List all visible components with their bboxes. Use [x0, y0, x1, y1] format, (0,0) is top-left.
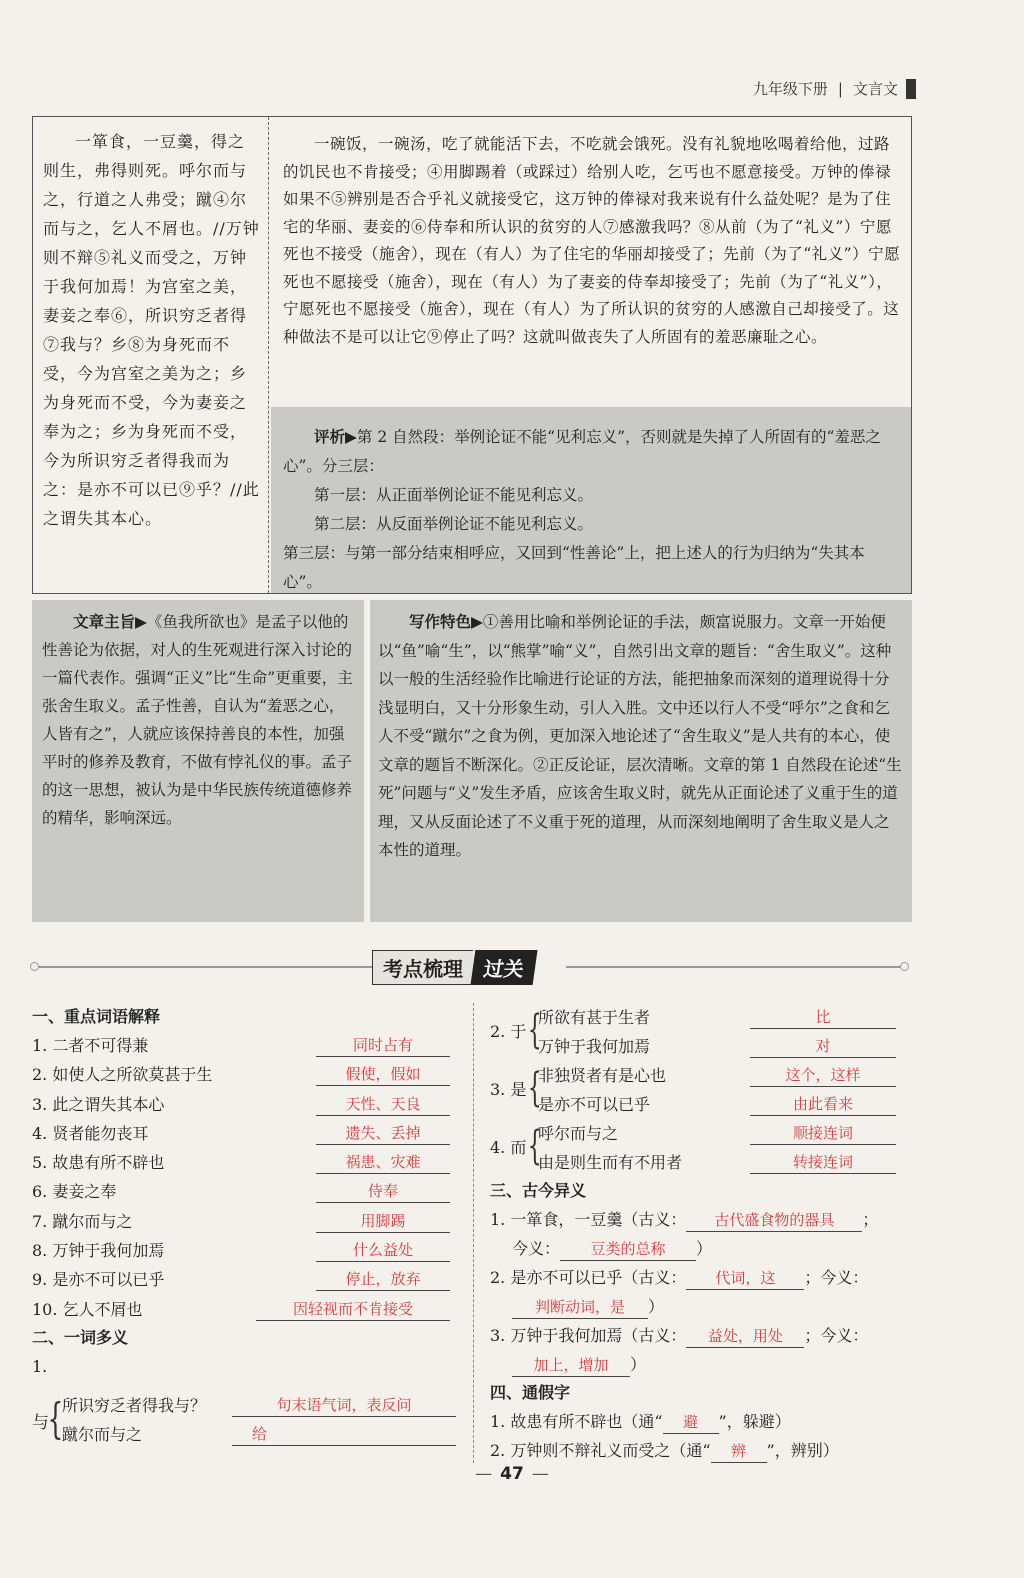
analysis-label: 评析▶ [314, 428, 357, 446]
p3-l1: 非独贤者有是心也 [538, 1066, 667, 1085]
analysis-line-1: 第 2 自然段：举例论证不能“见利忘义”，否则就是失掉了人所固有的“羞恶之心”。分三层： [283, 428, 881, 475]
s4-close-1: ） [774, 1412, 791, 1431]
polysemy-yu-char: 与 [32, 1413, 49, 1434]
banner-badge: 过关 [471, 950, 538, 985]
s3-i2-modern: 判断动词，是 [512, 1296, 648, 1319]
s3-close-3: ） [630, 1355, 647, 1374]
s1-q8: 8. 万钟于我何加焉 [32, 1241, 165, 1261]
p4-a1: 顺接连词 [750, 1122, 896, 1145]
brace-icon: { [527, 1065, 542, 1111]
column-divider [473, 1003, 474, 1463]
s1-q2: 2. 如使人之所欲莫甚于生 [32, 1065, 213, 1085]
s2-num: 1. [32, 1356, 48, 1376]
s2-a2: 给 [232, 1423, 456, 1446]
s3-i1-ancient: 古代盛食物的器具 [686, 1209, 862, 1232]
section3-title: 三、古今异义 [490, 1181, 587, 1200]
s1-a9: 停止，放弃 [316, 1268, 450, 1291]
s4-close-2: ） [822, 1441, 839, 1460]
polysemy-er [490, 1119, 910, 1177]
translation-panel [271, 117, 911, 407]
banner-title: 考点梳理 [372, 950, 473, 985]
brace-icon: { [47, 1394, 64, 1444]
polysemy-yu [32, 1391, 462, 1451]
translation-text: 一碗饭，一碗汤，吃了就能活下去，不吃就会饿死。没有礼貌地吆喝着给他，过路的饥民也不肯接受；④用脚踢着（或踩过）给别人吃，乞丐也不愿意接受。万钟的俸禄如果不⑤辨别是否合乎礼义就接受它，这万钟的俸禄对我来说有什么益处呢？是为了住宅的华丽、妻妾的⑥侍奉和所认识的贫穷的人⑦感激我吗？⑧从前（为了“礼义”）宁愿死也不接受（施舍），现在（有人）为了住宅的华丽却接受了；先前（为了“礼义”）宁愿死也不愿接受（施舍），现在（有人）为了妻妾的侍奉却接受了；先前（为了“礼义”），宁愿死也不愿接受（施舍），现在（有人）为了所认识的贫穷的人感激自己却接受了。这种做法不是可以让它⑨停止了吗？这就叫做丧失了人所固有的羞恶廉耻之心。 [283, 135, 901, 346]
exercise-right-column [490, 1003, 910, 1465]
s4-i2-ans: 辨 [711, 1440, 767, 1463]
s1-q5: 5. 故患有所不辟也 [32, 1153, 165, 1173]
s1-a7: 用脚踢 [316, 1210, 450, 1233]
s2-l1: 所识穷乏者得我与？ [62, 1396, 207, 1416]
banner-right-dot [900, 962, 909, 971]
s3-i2-modern-label: ；今义： [804, 1268, 869, 1287]
original-text-panel [33, 117, 269, 593]
s1-a8: 什么益处 [316, 1239, 450, 1262]
s2-l2: 蹴尔而与之 [62, 1425, 143, 1445]
analysis-line-3: 第二层：从反面举例论证不能见利忘义。 [314, 515, 594, 533]
grade-label: 九年级下册 [752, 80, 828, 98]
s1-a5: 祸患、灾难 [316, 1151, 450, 1174]
section1-title: 一、重点词语解释 [32, 1007, 161, 1026]
brace-icon: { [527, 1123, 542, 1169]
s1-q1: 1. 二者不可得兼 [32, 1036, 149, 1055]
exercise-left-column [32, 1003, 462, 1451]
section-banner [372, 950, 535, 984]
s1-a2: 假使，假如 [316, 1063, 450, 1086]
p3-label: 3. 是 [490, 1080, 527, 1099]
s1-q10: 10. 乞人不屑也 [32, 1299, 143, 1319]
s1-q9: 9. 是亦不可以已乎 [32, 1270, 165, 1290]
s4-quote-1: ”， [718, 1412, 743, 1431]
s4-i1-meaning: 躲避 [742, 1412, 775, 1431]
p2-label: 2. 于 [490, 1022, 527, 1041]
features-panel [370, 600, 912, 922]
p3-a1: 这个，这样 [750, 1064, 896, 1087]
page-header [753, 78, 916, 99]
s3-i3: 3. 万钟于我何加焉（古义： [490, 1326, 687, 1345]
p4-label: 4. 而 [490, 1138, 527, 1157]
p3-a2: 由此看来 [750, 1093, 896, 1116]
s3-close-2: ） [648, 1297, 665, 1316]
banner-left-line [39, 966, 372, 968]
original-text: 一箪食，一豆羹，得之则生，弗得则死。呼尔而与之，行道之人弗受；蹴④尔而与之，乞人不屑也。//万钟则不辩⑤礼义而受之，万钟于我何加焉！为宫室之美，妻妾之奉⑥，所识穷乏者得⑦我与？乡⑧为身死而不受，今为宫室之美为之；乡为身死而不受，今为妻妾之奉为之；乡为身死而不受，今为所识穷乏者得我而为之：是亦不可以已⑨乎？//此之谓失其本心。 [43, 132, 260, 528]
s1-q3: 3. 此之谓失其本心 [32, 1094, 165, 1114]
page-number: — 47 — [475, 1464, 549, 1484]
p3-l2: 是亦不可以已乎 [538, 1095, 651, 1114]
s3-i1-modern: 豆类的总称 [560, 1238, 696, 1261]
p4-l2: 由是则生而有不用者 [538, 1153, 683, 1172]
p2-l1: 所欲有甚于生者 [538, 1008, 651, 1027]
p4-a2: 转接连词 [750, 1151, 896, 1174]
banner-left-dot [30, 962, 39, 971]
s4-quote-2: ”， [766, 1441, 791, 1460]
s3-i1-modern-label: 今义： [512, 1239, 561, 1258]
text-translation-box [32, 116, 912, 594]
p2-l2: 万钟于我何加焉 [538, 1037, 651, 1056]
s1-q4: 4. 贤者能勿丧耳 [32, 1123, 149, 1143]
s2-a1: 句末语气词，表反问 [232, 1394, 456, 1417]
page-number-value: 47 [500, 1464, 524, 1484]
analysis-panel [271, 407, 911, 593]
p4-l1: 呼尔而与之 [538, 1124, 619, 1143]
s3-i3-ancient: 益处，用处 [686, 1325, 804, 1348]
s1-a10: 因轻视而不肯接受 [256, 1298, 450, 1321]
analysis-line-4: 第三层：与第一部分结束相呼应，又回到“性善论”上，把上述人的行为归纳为“失其本心”。 [283, 544, 865, 591]
theme-text: 《鱼我所欲也》是孟子以他的性善论为依据，对人的生死观进行深入讨论的一篇代表作。强调“正义”比“生命”更重要，主张舍生取义。孟子性善，自认为“羞恶之心，人皆有之”，人就应该保持善良的本性，加强平时的修养及教育，不做有悖礼仪的事。孟子的这一思想，被认为是中华民族传统道德修养的精华，影响深远。 [42, 613, 353, 827]
features-label: 写作特色▶ [409, 613, 483, 631]
s3-i1: 1. 一箪食，一豆羹（古义： [490, 1210, 687, 1229]
header-bar-icon [906, 79, 916, 99]
theme-panel [32, 600, 364, 922]
polysemy-yu2 [490, 1003, 910, 1061]
theme-label: 文章主旨▶ [73, 613, 147, 631]
polysemy-shi [490, 1061, 910, 1119]
s3-i2-ancient: 代词，这 [686, 1267, 804, 1290]
s4-i1-ans: 避 [663, 1411, 719, 1434]
s3-semicolon-1: ； [862, 1210, 879, 1229]
subject-label: 文言文 [852, 80, 898, 98]
s4-i2-meaning: 辨别 [790, 1441, 823, 1460]
s4-tong-2: （通“ [670, 1441, 711, 1460]
s1-a3: 天性、天良 [316, 1093, 450, 1116]
p2-a1: 比 [750, 1006, 896, 1029]
s1-q6: 6. 妻妾之奉 [32, 1182, 117, 1202]
s1-a6: 侍奉 [316, 1180, 450, 1203]
brace-icon: { [527, 1007, 542, 1053]
s1-a1: 同时占有 [316, 1034, 450, 1057]
section2-title: 二、一词多义 [32, 1327, 129, 1347]
s1-q7: 7. 蹴尔而与之 [32, 1211, 133, 1231]
header-separator: | [837, 79, 843, 98]
s1-a4: 遗失、丢掉 [316, 1122, 450, 1145]
banner-right-line [566, 966, 900, 968]
s3-i2: 2. 是亦不可以已乎（古义： [490, 1268, 687, 1287]
s4-i2: 2. 万钟则不辩礼义而受之 [490, 1441, 671, 1460]
features-text: ①善用比喻和举例论证的手法，颇富说服力。文章一开始便以“鱼”喻“生”，以“熊掌”喻“义”，自然引出文章的题旨：“舍生取义”。这种以一般的生活经验作比喻进行论证的方法，能把抽象而深刻的道理说得十分浅显明白，又十分形象生动，引人入胜。文中还以行人不受“呼尔”之食和乞人不受“蹴尔”之食为例，更加深入地论述了“舍生取义”是人共有的本心，使文章的题旨不断深化。②正反论证，层次清晰。文章的第 1 自然段在论述“生死”问题与“义”发生矛盾，应该舍生取义时，就先从正面论述了义重于生的道理，又从反面论述了不义重于死的道理，从而深刻地阐明了舍生取义是人之本性的道理。 [378, 613, 902, 859]
s4-i1: 1. 故患有所不辟也 [490, 1412, 623, 1431]
s3-i3-modern-label: ；今义： [804, 1326, 869, 1345]
analysis-line-2: 第一层：从正面举例论证不能见利忘义。 [314, 486, 594, 504]
p2-a2: 对 [750, 1035, 896, 1058]
section4-title: 四、通假字 [490, 1383, 571, 1402]
s3-close-1: ） [696, 1239, 713, 1258]
s4-tong-1: （通“ [622, 1412, 663, 1431]
s3-i3-modern: 加上，增加 [512, 1354, 630, 1377]
